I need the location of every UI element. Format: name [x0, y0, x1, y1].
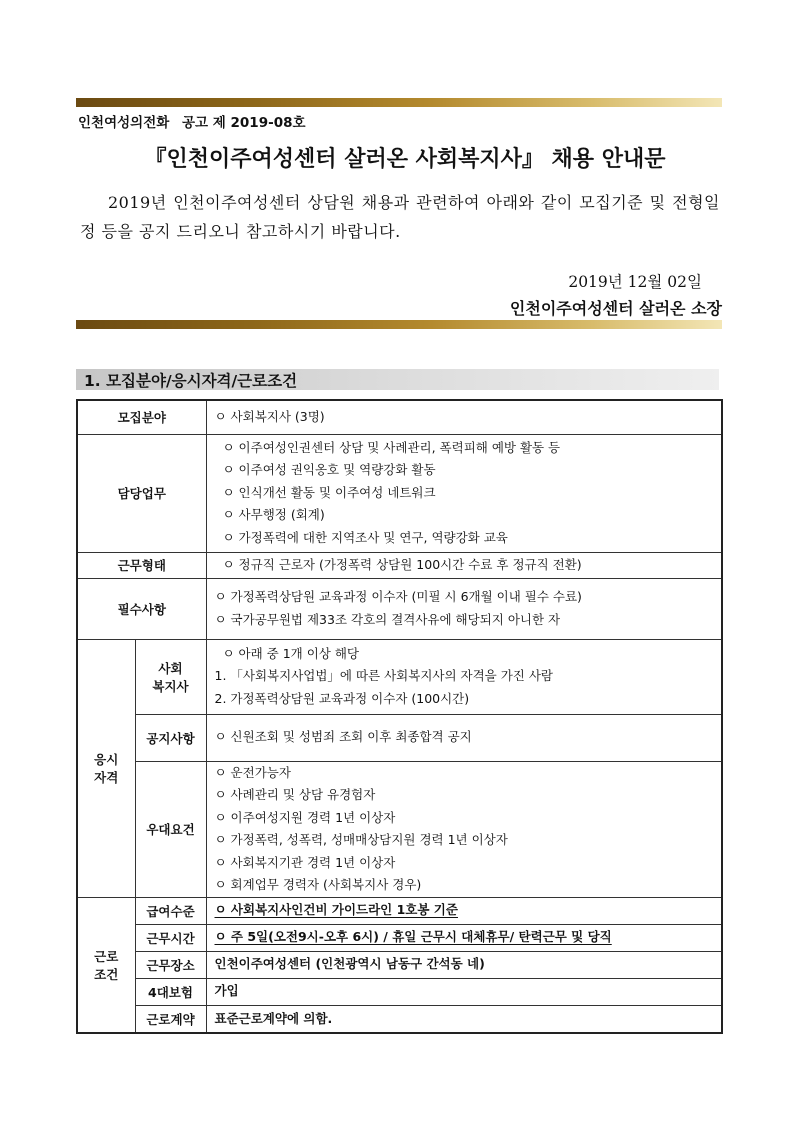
insurance-label: 4대보험: [135, 978, 206, 1005]
list-item: ㅇ 사회복지기관 경력 1년 이상자: [214, 854, 396, 870]
worktype-value: ㅇ 정규직 근로자 (가정폭력 상담원 100시간 수료 후 정규직 전환): [206, 552, 722, 578]
list-item: ㅇ 가정폭력상담원 교육과정 이수자 (미필 시 6개월 이내 필수 수료): [214, 589, 582, 604]
intro-paragraph: 2019년 인천이주여성센터 상담원 채용과 관련하여 아래와 같이 모집기준 및 전형일정 등을 공지 드리오니 참고하시기 바랍니다.: [80, 193, 720, 241]
list-item: ㅇ 인식개선 활동 및 이주여성 네트워크: [222, 484, 436, 500]
hours-value: ㅇ 주 5일(오전9시-오후 6시) / 휴일 근무시 대체휴무/ 탄력근무 및 당직: [206, 924, 722, 951]
row-preferred: [77, 761, 722, 897]
duties-label: 담당업무: [77, 434, 206, 552]
required-value: [206, 578, 722, 639]
issue-date: 2019년 12월 02일: [568, 273, 702, 291]
list-item: ㅇ 운전가능자: [214, 764, 291, 780]
row-recruit: [77, 400, 722, 434]
row-insurance: [77, 978, 722, 1005]
row-salary: [77, 897, 722, 924]
notice-value: ㅇ 신원조회 및 성범죄 조회 이후 최종합격 공지: [206, 714, 722, 761]
location-label: 근무장소: [135, 951, 206, 978]
duties-value: [206, 434, 722, 552]
socialworker-value: [206, 639, 722, 714]
list-item: 1. 「사회복지사업법」에 따른 사회복지사의 자격을 가진 사람: [214, 668, 553, 684]
notice-number: 공고 제 2019-08호: [182, 115, 306, 131]
location-value: 인천이주여성센터 (인천광역시 남동구 간석동 네): [206, 951, 722, 978]
insurance-value: 가입: [206, 978, 722, 1005]
list-item: ㅇ 가정폭력, 성폭력, 성매매상담지원 경력 1년 이상자: [214, 832, 508, 847]
salary-label: 급여수준: [135, 897, 206, 924]
org-name: 인천여성의전화: [78, 115, 170, 131]
list-item: ㅇ 국가공무원법 제33조 각호의 결격사유에 해당되지 아니한 자: [214, 611, 561, 627]
row-required: [77, 578, 722, 639]
required-label: 필수사항: [77, 578, 206, 639]
worktype-label: 근무형태: [77, 552, 206, 578]
notice-label: 공지사항: [135, 714, 206, 761]
contract-label: 근로계약: [135, 1005, 206, 1033]
contract-value: 표준근로계약에 의함.: [206, 1005, 722, 1033]
list-item: ㅇ 이주여성 권익옹호 및 역량강화 활동: [222, 462, 436, 478]
row-hours: [77, 924, 722, 951]
list-item: ㅇ 이주여성인권센터 상담 및 사례관리, 폭력피해 예방 활동 등: [222, 439, 561, 455]
header-top-rule: [76, 98, 722, 107]
row-worktype: [77, 552, 722, 578]
list-item: ㅇ 사례관리 및 상담 유경험자: [214, 787, 376, 802]
list-item: ㅇ 가정폭력에 대한 지역조사 및 연구, 역량강화 교육: [222, 529, 508, 545]
list-item: ㅇ 이주여성지원 경력 1년 이상자: [214, 809, 396, 825]
hours-label: 근무시간: [135, 924, 206, 951]
list-item: ㅇ 사무행정 (회계): [222, 507, 325, 523]
document-title: 『인천이주여성센터 살러온 사회복지사』 채용 안내문: [144, 146, 666, 172]
recruit-label: 모집분야: [77, 400, 206, 434]
section-heading: 1. 모집분야/응시자격/근로조건: [84, 372, 298, 390]
section-heading-bar: [76, 369, 719, 390]
row-contract: [77, 1005, 722, 1033]
preferred-label: 우대요건: [135, 761, 206, 897]
list-item: ㅇ 회계업무 경력자 (사회복지사 경우): [214, 877, 422, 892]
list-item: ㅇ 아래 중 1개 이상 해당: [222, 645, 359, 661]
salary-value: ㅇ 사회복지사인건비 가이드라인 1호봉 기준: [206, 897, 722, 924]
recruitment-table: [76, 399, 723, 1034]
row-duties: [77, 434, 722, 552]
preferred-value: [206, 761, 722, 897]
recruit-value: ㅇ 사회복지사 (3명): [206, 400, 722, 434]
qualification-label: 응시 자격: [77, 639, 135, 897]
issuer-name: 인천이주여성센터 살러온 소장: [509, 299, 722, 318]
header-bottom-rule: [76, 320, 722, 329]
conditions-label: 근로 조건: [77, 897, 135, 1033]
list-item: 2. 가정폭력상담원 교육과정 이수자 (100시간): [214, 690, 470, 706]
row-notice: [77, 714, 722, 761]
row-location: [77, 951, 722, 978]
socialworker-label: 사회 복지사: [135, 639, 206, 714]
notice-line: [78, 111, 306, 131]
row-socialworker: [77, 639, 722, 714]
